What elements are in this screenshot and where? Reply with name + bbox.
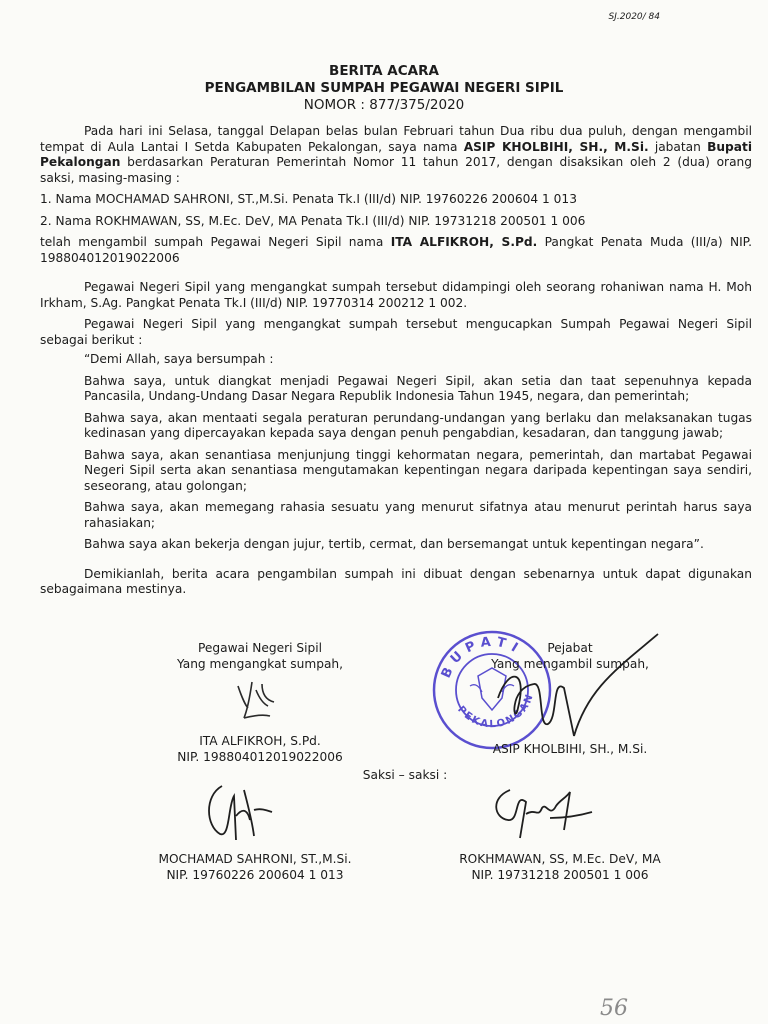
witness1-signature-block (150, 851, 360, 883)
employee-name-block (170, 733, 350, 765)
oath-item: Bahwa saya akan bekerja dengan jujur, tertib, cermat, dan bersemangat untuk kepentingan negara”. (84, 537, 704, 551)
witness2-nip: NIP. 19731218 200501 1 006 (471, 868, 649, 882)
witness1-name: MOCHAMAD SAHRONI, ST.,M.Si. (158, 852, 352, 866)
official-signature-icon (478, 628, 668, 748)
chaplain-paragraph: Pegawai Negeri Sipil yang mengangkat sumpah tersebut didampingi oleh seorang rohaniwan nama H. Moh Irkham, S.Ag. Pangkat Penata Tk.I (III/d) NIP. 19770314 200212 1 002. (40, 280, 752, 310)
oath-intro-paragraph: Pegawai Negeri Sipil yang mengangkat sumpah tersebut mengucapkan Sumpah Pegawai Negeri Sipil sebagai berikut : (40, 317, 752, 347)
svg-text:PEKALONGAN: PEKALONGAN (455, 691, 537, 731)
oath-taker-name: ITA ALFIKROH, S.Pd. (390, 235, 538, 249)
witness-label: Saksi – saksi : (362, 768, 448, 782)
page-number: 56 (600, 996, 628, 1021)
oath-item: Bahwa saya, akan senantiasa menjunjung tinggi kehormatan negara, pemerintah, dan martabat Pegawai Negeri Sipil serta akan senantiasa mengutamakan kepentingan negara daripada kepentingan saya sendiri, seseorang, atau golongan; (84, 447, 752, 493)
witness1-signature-icon (200, 776, 280, 846)
witness1-nip: NIP. 19760226 200604 1 013 (166, 868, 344, 882)
witness2-signature-icon (480, 778, 600, 848)
witness-item-2: 2. Nama ROKHMAWAN, SS, M.Ec. DeV, MA Penata Tk.I (III/d) NIP. 19731218 200501 1 006 (40, 213, 586, 228)
oath-opening: “Demi Allah, saya bersumpah : (84, 352, 274, 366)
document-reference: SJ.2020/ 84 (608, 12, 660, 22)
employee-signature-block: Pegawai Negeri Sipil Yang mengangkat sumpah, (176, 641, 344, 671)
document-number: NOMOR : 877/375/2020 (303, 97, 465, 113)
employee-signature-icon (232, 676, 282, 724)
official-name: ASIP KHOLBIHI, SH., M.Si. (463, 139, 649, 154)
closing-paragraph: Demikianlah, berita acara pengambilan sumpah ini dibuat dengan sebenarnya untuk dapat digunakan sebagaimana mestinya. (40, 566, 752, 596)
official-signatory-name: ASIP KHOLBIHI, SH., M.Si. (492, 742, 648, 756)
oath-item: Bahwa saya, akan mentaati segala peraturan perundang-undangan yang berlaku dan melaksanakan tugas kedinasan yang dipercayakan kepada saya dengan penuh pengabdian, kesadaran, dan tanggung jawab; (84, 410, 752, 440)
document-subtitle: PENGAMBILAN SUMPAH PEGAWAI NEGERI SIPIL (204, 80, 564, 96)
oath-taker-paragraph: telah mengambil sumpah Pegawai Negeri Sipil nama ITA ALFIKROH, S.Pd. Pangkat Penata Muda (III/a) NIP. 198804012019022006 (40, 235, 753, 265)
official-position: Bupati Pekalongan (40, 139, 752, 169)
svg-text:BUPATI: BUPATI (438, 634, 526, 681)
document-body (40, 124, 752, 598)
oath-item: Bahwa saya, akan memegang rahasia sesuatu yang menurut sifatnya atau menurut perintah harus saya rahasiakan; (84, 500, 752, 530)
official-name-block (470, 741, 670, 757)
employee-name: ITA ALFIKROH, S.Pd. (199, 734, 321, 748)
witness-item-1: 1. Nama MOCHAMAD SAHRONI, ST.,M.Si. Penata Tk.I (III/d) NIP. 19760226 200604 1 013 (40, 192, 577, 206)
official-signature-block: Pejabat Yang mengambil sumpah, (491, 641, 649, 671)
witness2-name: ROKHMAWAN, SS, M.Ec. DeV, MA (459, 852, 661, 866)
employee-nip: NIP. 198804012019022006 (177, 750, 343, 764)
oath-item: Bahwa saya, untuk diangkat menjadi Pegawai Negeri Sipil, akan setia dan taat sepenuhnya kepada Pancasila, Undang-Undang Dasar Negara Republik Indonesia Tahun 1945, negara, dan pemerintah; (84, 373, 752, 403)
opening-paragraph: Pada hari ini Selasa, tanggal Delapan belas bulan Februari tahun Dua ribu dua puluh, dengan mengambil tempat di Aula Lantai I Setda Kabupaten Pekalongan, saya nama ASIP KHOLBIHI, SH., M.Si. jabatan Bupati Pekalongan berdasarkan Peraturan Pemerintah Nomor 11 tahun 2017, dengan disaksikan oleh 2 (dua) orang saksi, masing-masing : (40, 124, 752, 185)
witness2-signature-block (450, 851, 670, 883)
document-title: BERITA ACARA (329, 63, 439, 79)
